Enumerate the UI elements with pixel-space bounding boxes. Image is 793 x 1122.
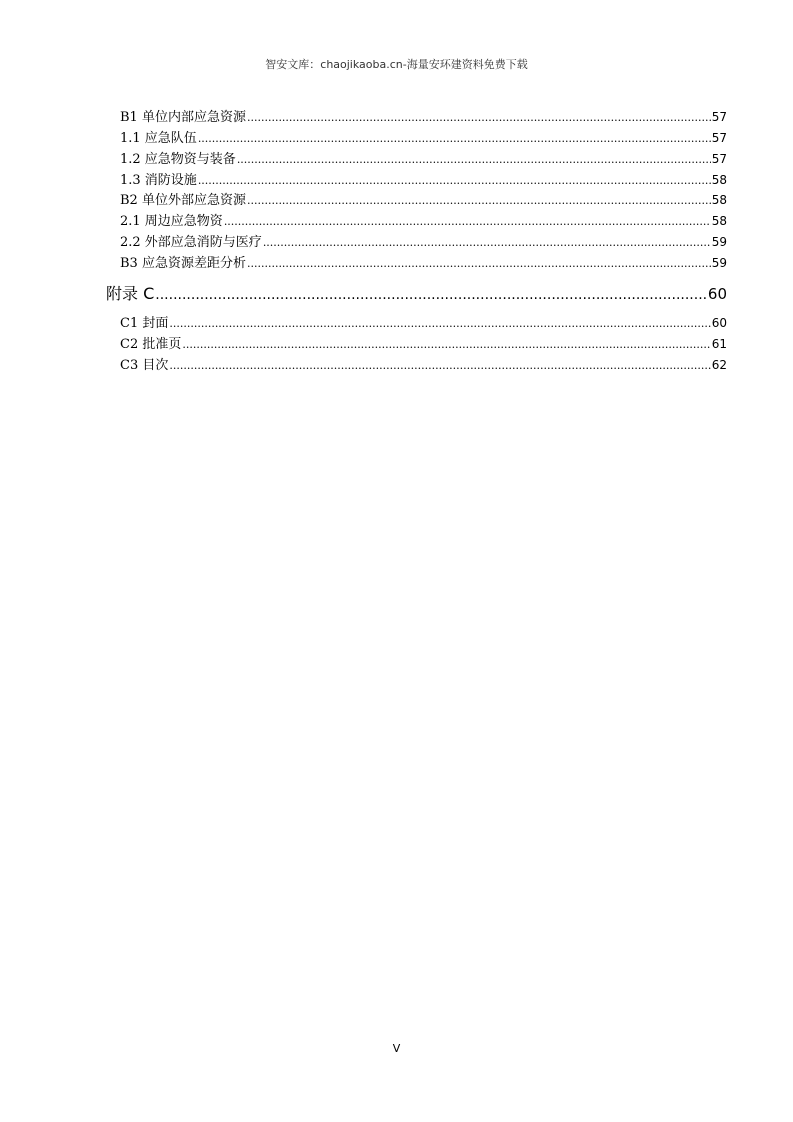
toc-entry-label: B2 单位外部应急资源	[120, 193, 246, 208]
toc-entry-1-1[interactable]	[120, 129, 727, 147]
toc-entry-page: 60	[707, 285, 727, 303]
toc-entry-page: 59	[711, 256, 727, 270]
toc-entry-page: 57	[711, 110, 727, 124]
toc-entry-2-2[interactable]	[120, 233, 727, 251]
toc-entry-label: C1 封面	[120, 316, 169, 331]
toc-entry-label: 1.1 应急队伍	[120, 131, 197, 146]
toc-entry-b3[interactable]	[120, 254, 727, 272]
toc-entry-label: 1.2 应急物资与装备	[120, 152, 236, 167]
toc-entry-label: C3 目次	[120, 358, 169, 373]
toc-entry-b1[interactable]	[120, 108, 727, 126]
toc-dot-leader	[247, 255, 711, 273]
toc-entry-c3[interactable]	[120, 356, 727, 374]
toc-entry-c2[interactable]	[120, 335, 727, 353]
toc-entry-label: 1.3 消防设施	[120, 173, 197, 188]
toc-entry-page: 58	[711, 173, 727, 187]
toc-dot-leader	[263, 234, 711, 252]
toc-entry-1-2[interactable]	[120, 150, 727, 168]
toc-entry-page: 58	[711, 193, 727, 207]
toc-entry-page: 60	[711, 316, 727, 330]
toc-entry-label: 附录 C	[106, 284, 155, 303]
toc-entry-label: 2.2 外部应急消防与医疗	[120, 235, 262, 250]
toc-dot-leader	[169, 357, 710, 375]
page-header: 智安文库：chaojikaoba.cn-海量安环建资料免费下载	[265, 58, 528, 71]
toc-entry-label: C2 批准页	[120, 337, 182, 352]
toc-entry-label: B3 应急资源差距分析	[120, 256, 246, 271]
toc-dot-leader	[182, 336, 710, 354]
toc-entry-c1[interactable]	[120, 314, 727, 332]
toc-entry-label: 2.1 周边应急物资	[120, 214, 223, 229]
toc-dot-leader	[247, 109, 711, 127]
toc-entry-appendix-c[interactable]	[106, 283, 727, 305]
toc-dot-leader	[198, 172, 711, 190]
toc-entry-1-3[interactable]	[120, 171, 727, 189]
toc-entry-page: 57	[711, 152, 727, 166]
page-number: V	[392, 1042, 401, 1055]
toc-entry-label: B1 单位内部应急资源	[120, 110, 246, 125]
toc-dot-leader	[169, 315, 710, 333]
toc-entry-2-1[interactable]	[120, 212, 727, 230]
toc-entry-page: 58	[711, 214, 727, 228]
toc-entry-b2[interactable]	[120, 191, 727, 209]
toc-entry-page: 57	[711, 131, 727, 145]
toc-dot-leader	[224, 213, 711, 231]
toc-dot-leader	[237, 151, 711, 169]
toc-dot-leader	[155, 284, 707, 306]
toc-dot-leader	[247, 192, 711, 210]
toc-dot-leader	[198, 130, 711, 148]
toc-entry-page: 59	[711, 235, 727, 249]
toc-entry-page: 62	[711, 358, 727, 372]
toc-entry-page: 61	[711, 337, 727, 351]
